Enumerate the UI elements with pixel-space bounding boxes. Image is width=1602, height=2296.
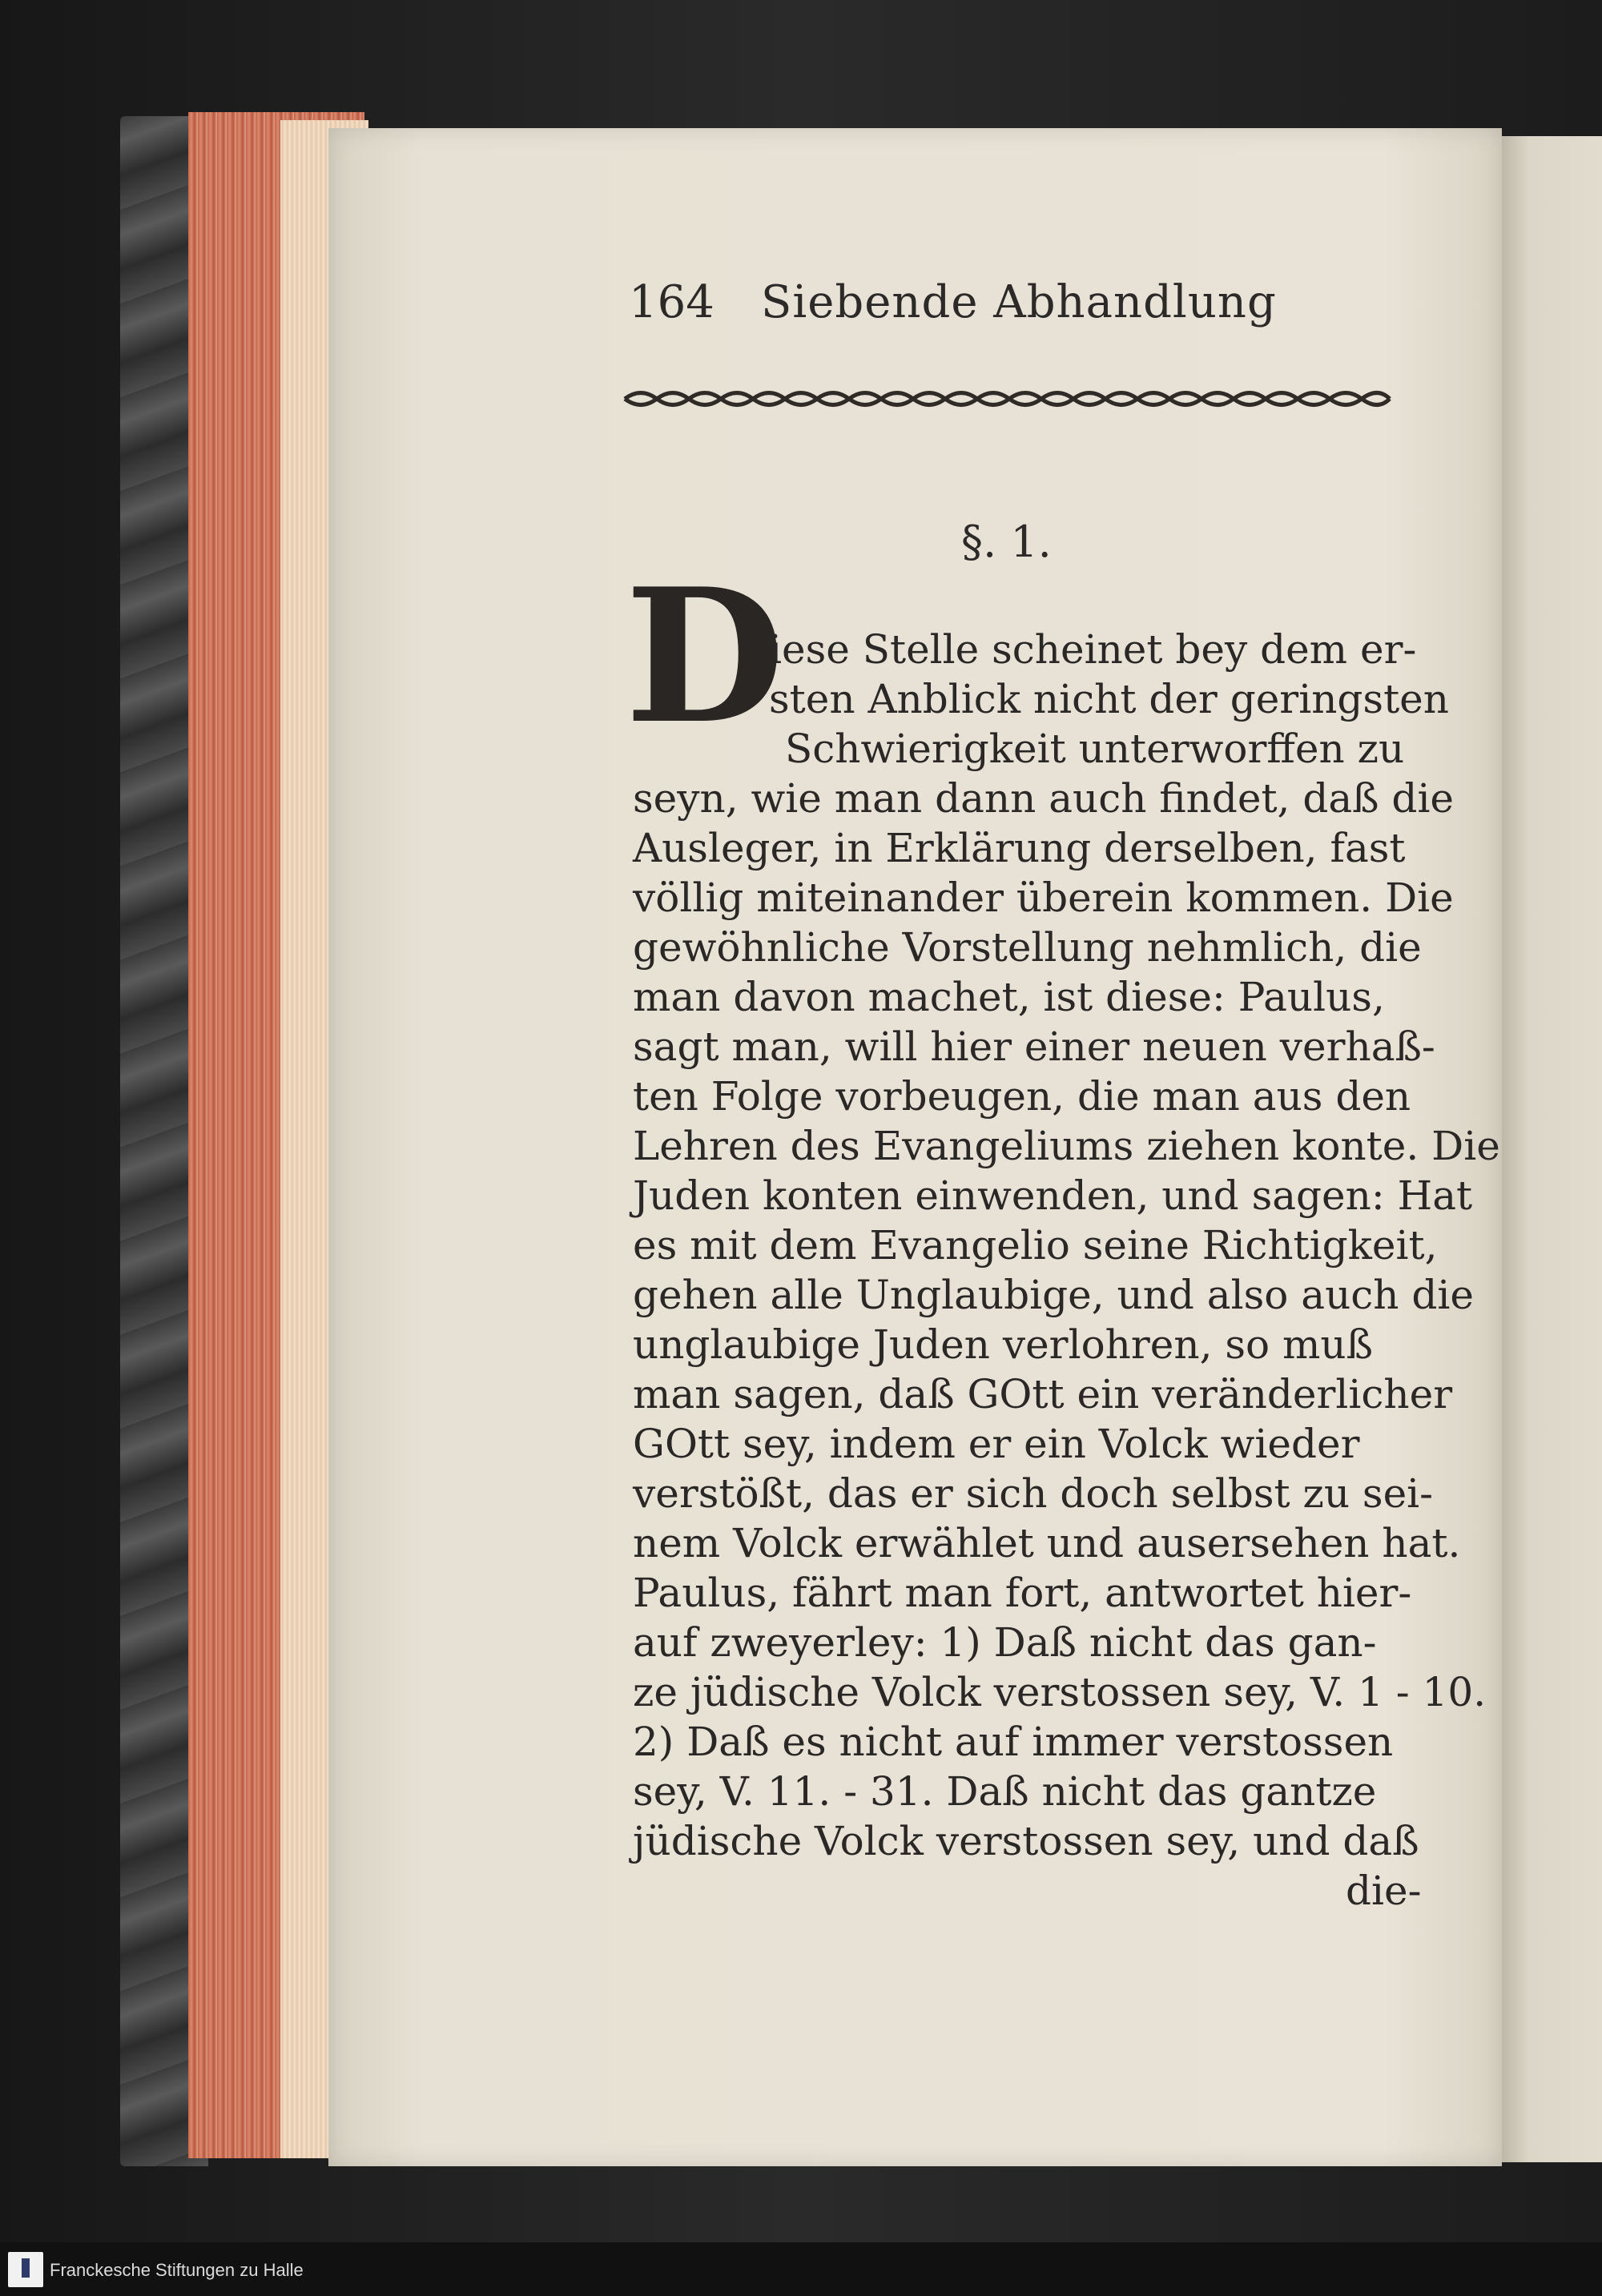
footer-bar <box>0 2242 1602 2296</box>
text-line: gewöhnliche Vorstellung nehmlich, die <box>633 924 1422 971</box>
text-line: auf zweyerley: 1) Daß nicht das gan- <box>633 1619 1377 1666</box>
text-line: GOtt sey, indem er ein Volck wieder <box>633 1421 1360 1467</box>
ornament-rule <box>621 383 1394 415</box>
drop-cap: D <box>625 549 785 765</box>
text-line: Juden konten einwenden, und sagen: Hat <box>633 1172 1473 1219</box>
running-head: Siebende Abhandlung <box>761 276 1277 328</box>
facing-page <box>1498 136 1602 2162</box>
page-header <box>629 276 1430 340</box>
text-line: verstößt, das er sich doch selbst zu sei- <box>633 1470 1434 1517</box>
text-line: man sagen, daß GOtt ein veränderlicher <box>633 1371 1453 1417</box>
text-line: Ausleger, in Erklärung derselben, fast <box>633 825 1406 871</box>
text-line: man davon machet, ist diese: Paulus, <box>633 974 1385 1020</box>
text-line: seyn, wie man dann auch findet, daß die <box>633 775 1455 822</box>
text-line: sey, V. 11. - 31. Daß nicht das gantze <box>633 1768 1377 1815</box>
text-line: es mit dem Evangelio seine Richtigkeit, <box>633 1222 1438 1269</box>
text-line: 2) Daß es nicht auf immer verstossen <box>633 1719 1394 1765</box>
institution-name: Franckesche Stiftungen zu Halle <box>50 2260 304 2280</box>
text-line: ze jüdische Volck verstossen sey, V. 1 - 10. <box>633 1669 1487 1715</box>
section-mark: §. 1. <box>961 517 1052 567</box>
text-line: völlig miteinander überein kommen. Die <box>633 875 1454 921</box>
text-line: sagt man, will hier einer neuen verhaß- <box>633 1023 1435 1070</box>
text-line: gehen alle Unglaubige, und also auch die <box>633 1272 1474 1318</box>
text-line: Paulus, fährt man fort, antwortet hier- <box>633 1570 1412 1616</box>
text-line: iese Stelle scheinet bey dem er- <box>769 626 1417 673</box>
page-number: 164 <box>629 276 714 328</box>
text-line: Lehren des Evangeliums ziehen konte. Die <box>633 1123 1500 1169</box>
text-line: ten Folge vorbeugen, die man aus den <box>633 1073 1411 1120</box>
text-line: sten Anblick nicht der geringsten <box>769 676 1449 722</box>
text-line: nem Volck erwählet und ausersehen hat. <box>633 1520 1461 1566</box>
text-line: unglaubige Juden verlohren, so muß <box>633 1321 1374 1368</box>
institution-logo-icon <box>8 2252 43 2287</box>
text-line: jüdische Volck verstossen sey, und daß <box>633 1818 1419 1864</box>
catchword: die- <box>1346 1868 1422 1914</box>
text-line: Schwierigkeit unterworffen zu <box>785 726 1405 772</box>
